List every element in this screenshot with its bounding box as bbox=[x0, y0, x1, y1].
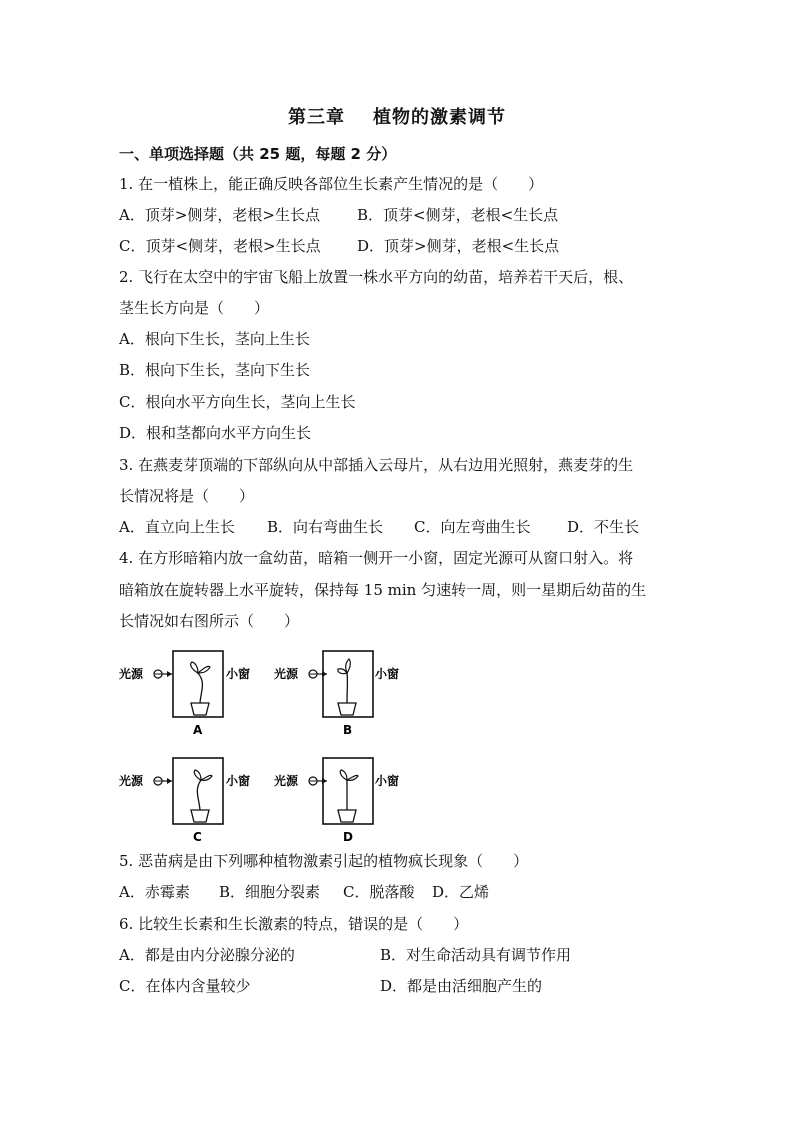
q2-option-c: C．根向水平方向生长，茎向上生长 bbox=[119, 393, 356, 411]
q5-option-a: A．赤霉素 bbox=[119, 883, 190, 901]
pot-icon bbox=[191, 703, 209, 715]
seedling-icon bbox=[197, 780, 201, 810]
q6-option-c: C．在体内含量较少 bbox=[119, 977, 251, 995]
light-source-label: 光源 bbox=[274, 667, 299, 681]
dark-box bbox=[173, 758, 223, 824]
q2-option-d: D．根和茎都向水平方向生长 bbox=[119, 424, 312, 442]
q1-stem: 1. 在一植株上，能正确反映各部位生长素产生情况的是（ ） bbox=[119, 175, 544, 193]
q3-stem-line2: 长情况将是（ ） bbox=[119, 487, 255, 505]
q3-option-d: D．不生长 bbox=[567, 518, 640, 536]
dark-box bbox=[323, 758, 373, 824]
q2-stem-line1: 2. 飞行在太空中的宇宙飞船上放置一株水平方向的幼苗，培养若干天后，根、 bbox=[119, 268, 634, 286]
pot-icon bbox=[338, 703, 356, 715]
window-label: 小窗 bbox=[375, 667, 400, 681]
q4-stem-line1: 4. 在方形暗箱内放一盒幼苗，暗箱一侧开一小窗，固定光源可从窗口射入。将 bbox=[119, 549, 634, 567]
q1-option-b: B．顶芽<侧芽，老根<生长点 bbox=[357, 206, 559, 224]
figure-d bbox=[271, 752, 431, 851]
q3-option-c: C．向左弯曲生长 bbox=[414, 518, 531, 536]
light-source-label: 光源 bbox=[119, 774, 144, 788]
q5-option-c: C．脱落酸 bbox=[343, 883, 415, 901]
light-source-label: 光源 bbox=[119, 667, 144, 681]
light-source-label: 光源 bbox=[274, 774, 299, 788]
section-header: 一、单项选择题（共 25 题，每题 2 分） bbox=[119, 145, 397, 163]
page-title bbox=[0, 103, 794, 129]
seedling-icon bbox=[198, 673, 202, 703]
chapter-name: 植物的激素调节 bbox=[373, 107, 506, 128]
figure-letter: D bbox=[343, 830, 353, 844]
window-label: 小窗 bbox=[226, 774, 251, 788]
figure-a bbox=[116, 645, 276, 744]
dark-box bbox=[173, 651, 223, 717]
q4-stem-line2: 暗箱放在旋转器上水平旋转，保持每 15 min 匀速转一周，则一星期后幼苗的生 bbox=[119, 581, 647, 599]
q6-option-a: A．都是由内分泌腺分泌的 bbox=[119, 946, 295, 964]
q1-option-a: A．顶芽>侧芽，老根>生长点 bbox=[119, 206, 320, 224]
figure-c bbox=[116, 752, 276, 851]
q2-option-b: B．根向下生长，茎向下生长 bbox=[119, 361, 311, 379]
figure-letter: C bbox=[193, 830, 202, 844]
q6-option-b: B．对生命活动具有调节作用 bbox=[380, 946, 572, 964]
q2-stem-line2: 茎生长方向是（ ） bbox=[119, 299, 270, 317]
figure-b bbox=[271, 645, 431, 744]
window-label: 小窗 bbox=[226, 667, 251, 681]
q3-option-a: A．直立向上生长 bbox=[119, 518, 235, 536]
figure-letter: B bbox=[343, 723, 353, 737]
q5-option-d: D．乙烯 bbox=[432, 883, 490, 901]
q3-option-b: B．向右弯曲生长 bbox=[267, 518, 384, 536]
q2-option-a: A．根向下生长，茎向上生长 bbox=[119, 330, 310, 348]
window-label: 小窗 bbox=[375, 774, 400, 788]
q6-stem: 6. 比较生长素和生长激素的特点，错误的是（ ） bbox=[119, 915, 469, 933]
q1-option-d: D．顶芽>侧芽，老根<生长点 bbox=[357, 237, 560, 255]
q6-option-d: D．都是由活细胞产生的 bbox=[380, 977, 543, 995]
pot-icon bbox=[338, 810, 356, 822]
q4-stem-line3: 长情况如右图所示（ ） bbox=[119, 612, 300, 630]
chapter-number: 第三章 bbox=[288, 107, 345, 128]
q1-option-c: C．顶芽<侧芽，老根>生长点 bbox=[119, 237, 321, 255]
pot-icon bbox=[191, 810, 209, 822]
figure-letter: A bbox=[193, 723, 203, 737]
q5-option-b: B．细胞分裂素 bbox=[219, 883, 321, 901]
q3-stem-line1: 3. 在燕麦芽顶端的下部纵向从中部插入云母片，从右边用光照射，燕麦芽的生 bbox=[119, 456, 634, 474]
q5-stem: 5. 恶苗病是由下列哪种植物激素引起的植物疯长现象（ ） bbox=[119, 852, 529, 870]
